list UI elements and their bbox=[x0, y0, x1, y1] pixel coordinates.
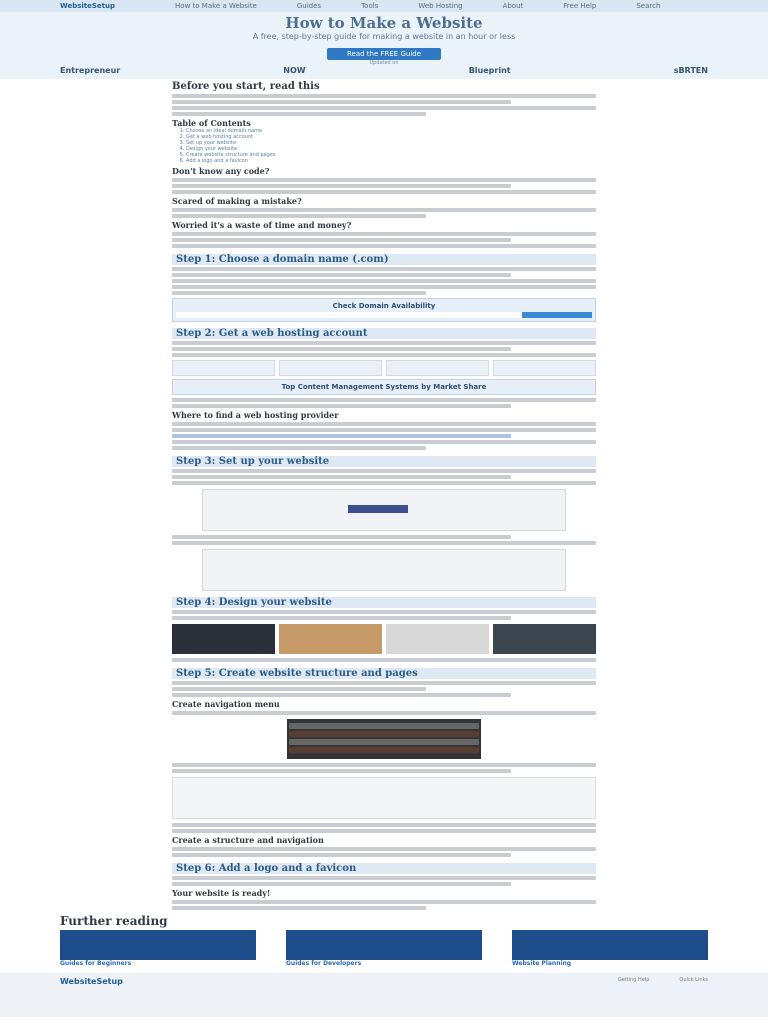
section-heading: Your website is ready! bbox=[172, 888, 271, 898]
hero bbox=[0, 12, 768, 79]
footer bbox=[0, 973, 768, 1017]
badge: sBRTEN bbox=[673, 66, 708, 75]
article-content bbox=[0, 81, 768, 910]
toc-item[interactable]: 5. Create website structure and pages bbox=[186, 152, 596, 158]
step4-heading: Step 4: Design your website bbox=[172, 597, 596, 608]
toc-item[interactable]: 6. Add a logo and a favicon bbox=[186, 158, 596, 164]
section-heading: Don't know any code? bbox=[172, 166, 270, 176]
hero-subtitle: A free, step-by-step guide for making a website in an hour or less bbox=[252, 32, 516, 41]
toc-item[interactable]: 4. Design your website bbox=[186, 146, 596, 152]
badge: Entrepreneur bbox=[60, 66, 121, 75]
nav-item[interactable]: Web Hosting bbox=[418, 2, 463, 10]
nav-item[interactable]: Tools bbox=[361, 2, 379, 10]
toc-item[interactable]: 1. Choose an ideal domain name bbox=[186, 128, 596, 134]
domain-search-input[interactable] bbox=[176, 312, 592, 318]
install-screenshot bbox=[202, 549, 566, 591]
step2-heading: Step 2: Get a web hosting account bbox=[172, 328, 596, 339]
step3-heading: Step 3: Set up your website bbox=[172, 456, 596, 467]
theme-previews bbox=[172, 624, 596, 654]
step5-heading: Step 5: Create website structure and pages bbox=[172, 668, 596, 679]
page-editor-screenshot bbox=[172, 777, 596, 819]
further-reading bbox=[0, 914, 768, 967]
nav-item-search[interactable]: Search bbox=[636, 2, 661, 10]
login-screenshot bbox=[202, 489, 566, 531]
site-logo[interactable]: WebsiteSetup bbox=[60, 2, 116, 10]
step1-heading: Step 1: Choose a domain name (.com) bbox=[172, 254, 596, 265]
toc-list bbox=[172, 128, 596, 164]
badge: NOW bbox=[283, 66, 306, 75]
reading-card[interactable] bbox=[60, 930, 256, 967]
section-heading: Create a structure and navigation bbox=[172, 835, 324, 845]
hero-badges bbox=[0, 66, 768, 75]
intro-heading: Before you start, read this bbox=[172, 81, 320, 92]
card-title: Website Planning bbox=[512, 960, 572, 967]
cms-chart-title: Top Content Management Systems by Market Share bbox=[281, 383, 487, 391]
section-heading: Where to find a web hosting provider bbox=[172, 410, 339, 420]
footer-col: Getting Help bbox=[617, 977, 650, 983]
section-heading: Worried it's a waste of time and money? bbox=[172, 220, 352, 230]
section-heading: Create navigation menu bbox=[172, 699, 280, 709]
section-heading: Scared of making a mistake? bbox=[172, 196, 302, 206]
domain-check-box bbox=[172, 298, 596, 322]
further-heading: Further reading bbox=[60, 914, 168, 928]
step6-heading: Step 6: Add a logo and a favicon bbox=[172, 863, 596, 874]
nav-item[interactable]: About bbox=[502, 2, 524, 10]
domain-check-title: Check Domain Availability bbox=[332, 302, 436, 310]
footer-col: Quick Links bbox=[679, 977, 708, 983]
toc-heading: Table of Contents bbox=[172, 118, 251, 128]
toc-item[interactable]: 2. Get a web hosting account bbox=[186, 134, 596, 140]
badge: Blueprint bbox=[468, 66, 511, 75]
card-title: Guides for Beginners bbox=[60, 960, 132, 967]
top-navigation bbox=[0, 0, 768, 12]
card-title: Guides for Developers bbox=[286, 960, 362, 967]
reading-card[interactable] bbox=[512, 930, 708, 967]
page-title: How to Make a Website bbox=[285, 14, 483, 32]
nav-item[interactable]: Free Help bbox=[563, 2, 597, 10]
domain-search-button[interactable] bbox=[522, 312, 592, 318]
cms-logos bbox=[172, 360, 596, 376]
footer-logo[interactable]: WebsiteSetup bbox=[60, 977, 123, 986]
toc-item[interactable]: 3. Set up your website bbox=[186, 140, 596, 146]
updated-note: Updated on bbox=[369, 60, 399, 66]
read-guide-button[interactable]: Read the FREE Guide bbox=[327, 48, 441, 60]
admin-menu-screenshot bbox=[287, 719, 481, 759]
nav-item[interactable]: How to Make a Website bbox=[175, 2, 257, 10]
cms-chart bbox=[172, 379, 596, 395]
nav-item[interactable]: Guides bbox=[296, 2, 322, 10]
reading-card[interactable] bbox=[286, 930, 482, 967]
